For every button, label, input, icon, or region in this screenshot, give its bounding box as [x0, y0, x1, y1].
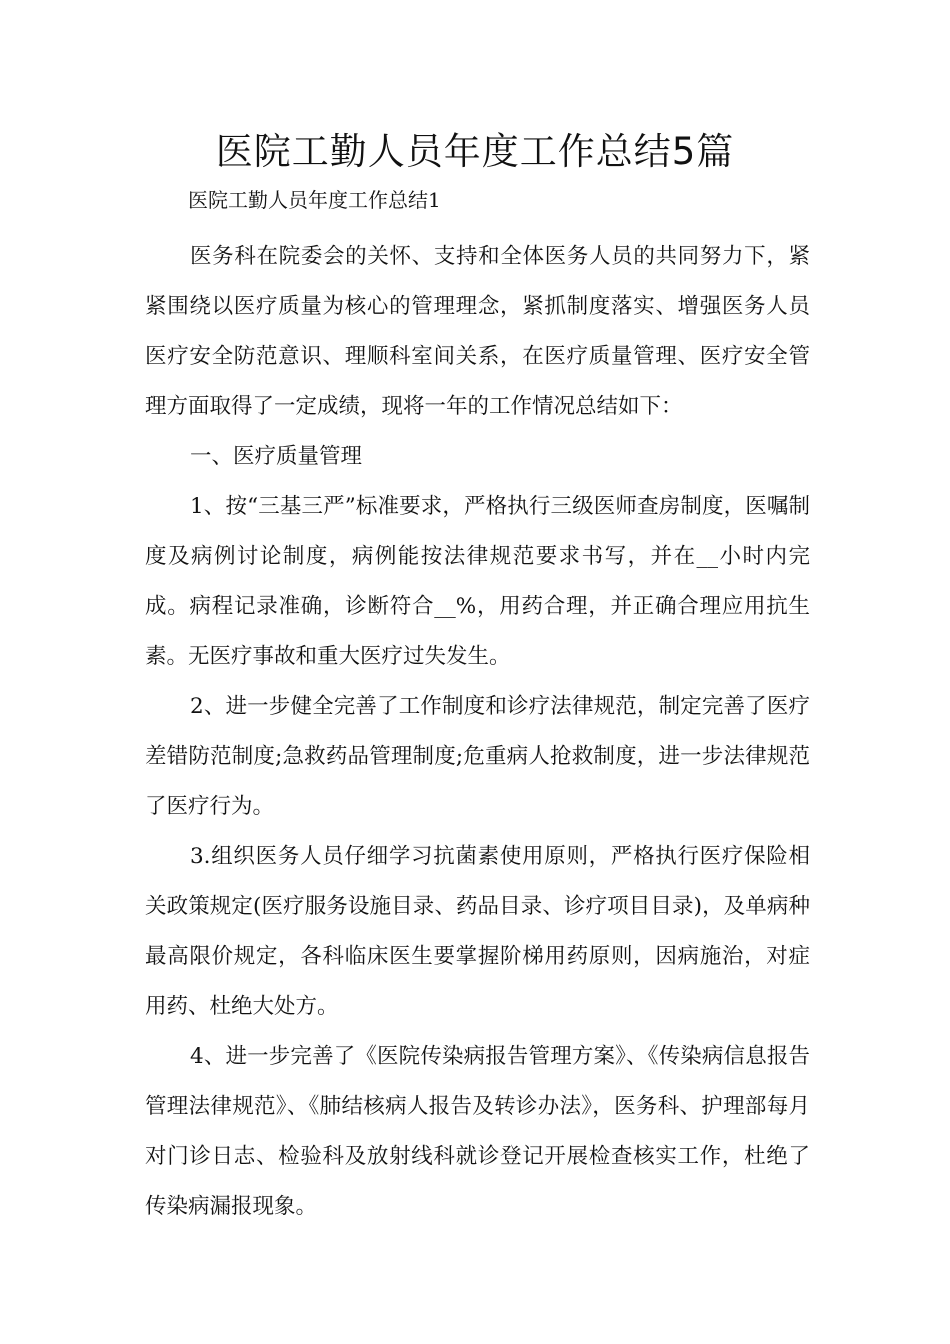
document-title: 医院工勤人员年度工作总结5篇 — [215, 130, 735, 173]
paragraph-intro: 医务科在院委会的关怀、支持和全体医务人员的共同努力下，紧紧围绕以医疗质量为核心的管理理念，紧抓制度落实、增强医务人员医疗安全防范意识、理顺科室间关系，在医疗质量管理、医疗安全管理方面取得了一定成绩，现将一年的工作情况总结如下： — [145, 244, 810, 419]
paragraph-item-1: 1、按“三基三严”标准要求，严格执行三级医师查房制度，医嘱制度及病例讨论制度，病例能按法律规范要求书写，并在__小时内完成。病程记录准确，诊断符合__%，用药合理，并正确合理应用抗生素。无医疗事故和重大医疗过失发生。 — [145, 494, 810, 669]
paragraph-item-2: 2、进一步健全完善了工作制度和诊疗法律规范，制定完善了医疗差错防范制度;急救药品管理制度;危重病人抢救制度，进一步法律规范了医疗行为。 — [145, 694, 810, 819]
document-subtitle: 医院工勤人员年度工作总结1 — [188, 188, 441, 212]
document-body — [145, 232, 810, 1232]
paragraph-item-3: 3.组织医务人员仔细学习抗菌素使用原则，严格执行医疗保险相关政策规定(医疗服务设施目录、药品目录、诊疗项目目录)，及单病种最高限价规定，各科临床医生要掌握阶梯用药原则，因病施治，对症用药、杜绝大处方。 — [145, 844, 810, 1019]
section-heading-quality: 一、医疗质量管理 — [190, 444, 363, 469]
paragraph-item-4: 4、进一步完善了《医院传染病报告管理方案》、《传染病信息报告管理法律规范》、《肺结核病人报告及转诊办法》，医务科、护理部每月对门诊日志、检验科及放射线科就诊登记开展检查核实工作，杜绝了传染病漏报现象。 — [145, 1044, 810, 1219]
